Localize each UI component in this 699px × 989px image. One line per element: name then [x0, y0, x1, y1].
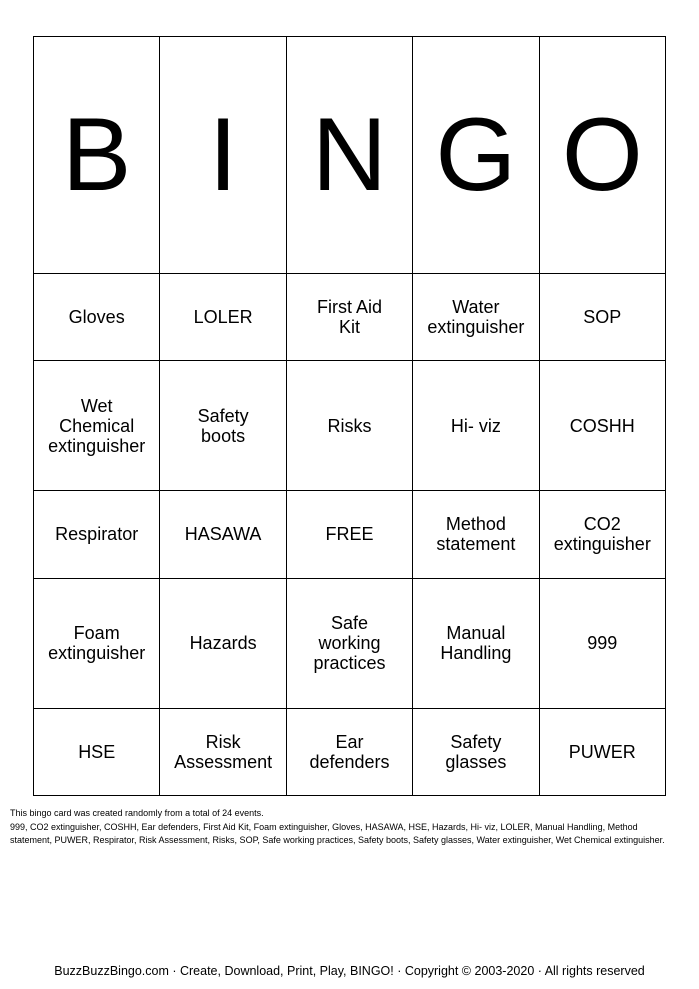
- cell-text: COSHH: [569, 415, 635, 436]
- free-space-cell: [286, 491, 412, 578]
- header-letter-o: O: [539, 37, 665, 274]
- bingo-cell: [539, 708, 665, 795]
- bingo-cell: [413, 361, 539, 491]
- bingo-card-grid: [33, 36, 666, 796]
- cell-text: HSE: [78, 741, 116, 762]
- bingo-cell: [160, 491, 286, 578]
- bingo-cell: [539, 578, 665, 708]
- bingo-row: [34, 578, 666, 708]
- bingo-header-row: [34, 37, 666, 274]
- cell-text: Method statement: [436, 514, 516, 555]
- bingo-row: [34, 708, 666, 795]
- bingo-cell: [539, 273, 665, 360]
- cell-text: Safety glasses: [445, 731, 507, 772]
- bingo-cell: [34, 491, 160, 578]
- bingo-cell: [413, 491, 539, 578]
- cell-text: LOLER: [193, 306, 253, 327]
- bingo-row: [34, 491, 666, 578]
- cell-text: Risks: [327, 415, 372, 436]
- card-description: [10, 807, 678, 848]
- bingo-cell: [286, 273, 412, 360]
- bingo-cell: [160, 273, 286, 360]
- bingo-row: [34, 361, 666, 491]
- cell-text: Safety boots: [197, 405, 249, 446]
- cell-text: 999: [587, 633, 618, 654]
- header-letter-i: I: [160, 37, 286, 274]
- bingo-cell: [160, 361, 286, 491]
- cell-text: Hi- viz: [450, 415, 501, 436]
- bingo-cell: [286, 361, 412, 491]
- cell-text: Gloves: [68, 306, 125, 327]
- bingo-cell: [34, 273, 160, 360]
- bingo-cell: [539, 361, 665, 491]
- bingo-cell: [34, 708, 160, 795]
- cell-text: Hazards: [189, 633, 257, 654]
- cell-text: PUWER: [568, 741, 636, 762]
- bingo-cell: [160, 578, 286, 708]
- bingo-row: [34, 273, 666, 360]
- cell-text: First Aid Kit: [316, 296, 382, 337]
- bingo-cell: [413, 578, 539, 708]
- events-list-text: 999, CO2 extinguisher, COSHH, Ear defenders, First Aid Kit, Foam extinguisher, Gloves, HASAWA, HSE, Hazards, Hi- viz, LOLER, Manual Handling, Method statement, PUWER, Respirator, Risk Assessment, Risks, SOP, Safe working practices, Safety boots, Safety glasses, Water extinguisher, Wet Chemical extinguisher.: [10, 821, 665, 845]
- bingo-cell: [413, 273, 539, 360]
- bingo-cell: [539, 491, 665, 578]
- header-letter-n: N: [286, 37, 412, 274]
- cell-text: HASAWA: [184, 524, 262, 545]
- cell-text: Risk Assessment: [174, 731, 273, 772]
- cell-text: Wet Chemical extinguisher: [48, 395, 146, 456]
- cell-text: Safe working practices: [313, 613, 386, 674]
- card-intro-text: This bingo card was created randomly from a total of 24 events.: [10, 808, 264, 818]
- bingo-cell: [286, 578, 412, 708]
- cell-text: SOP: [583, 306, 622, 327]
- cell-text: FREE: [325, 524, 374, 545]
- cell-text: Water extinguisher: [427, 296, 525, 337]
- cell-text: Ear defenders: [309, 731, 390, 772]
- cell-text: Foam extinguisher: [48, 623, 146, 664]
- copyright-footer: BuzzBuzzBingo.com · Create, Download, Print, Play, BINGO! · Copyright © 2003-2020 · All rights reserved: [54, 964, 645, 978]
- bingo-cell: [34, 361, 160, 491]
- bingo-cell: [160, 708, 286, 795]
- header-letter-g: G: [413, 37, 539, 274]
- cell-text: CO2 extinguisher: [553, 514, 651, 555]
- bingo-cell: [286, 708, 412, 795]
- header-letter-b: B: [34, 37, 160, 274]
- cell-text: Manual Handling: [440, 623, 512, 664]
- bingo-cell: [34, 578, 160, 708]
- cell-text: Respirator: [55, 524, 139, 545]
- bingo-cell: [413, 708, 539, 795]
